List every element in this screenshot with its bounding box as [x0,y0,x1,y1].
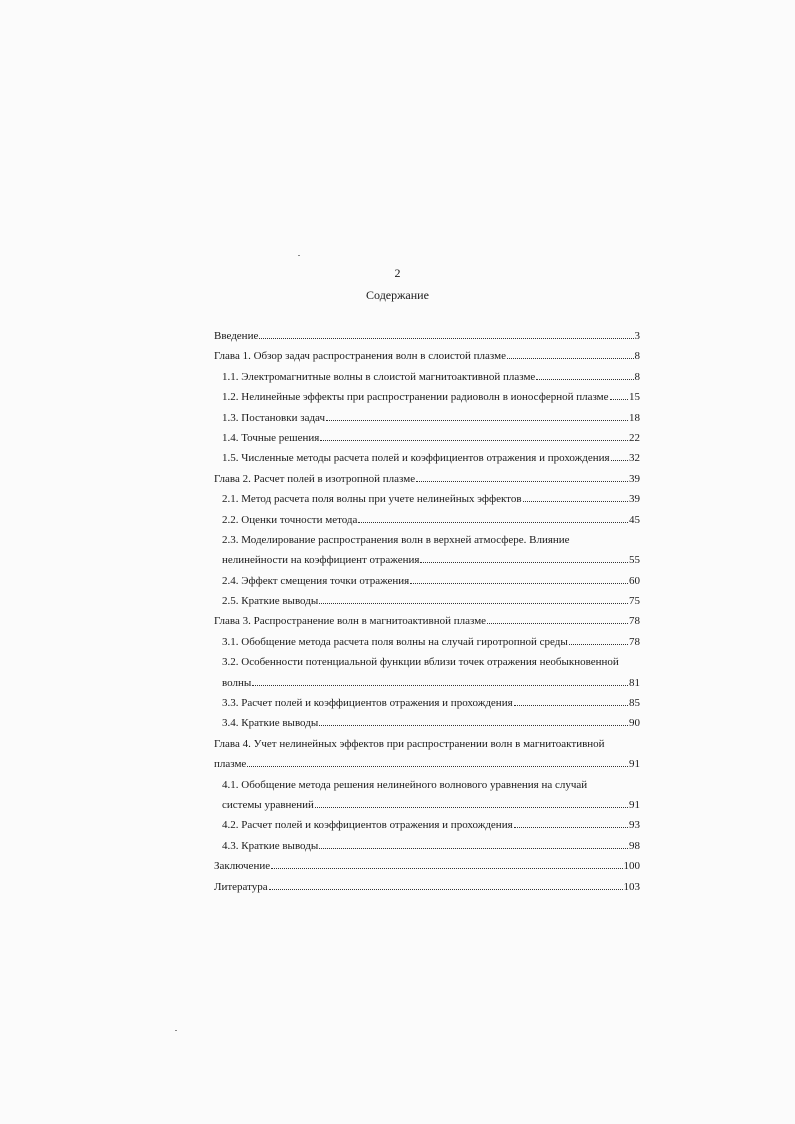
dot-leader [514,697,628,706]
toc-entry[interactable] [214,346,640,366]
page-title: Содержание [366,288,429,302]
toc-entry-page: 8 [634,370,640,383]
toc-entry-line: Глава 4. Учет нелинейных эффектов при распространении волн в магнитоактивной [214,737,605,750]
toc-entry-page: 85 [629,697,640,710]
toc-entry-title: 4.2. Расчет полей и коэффициентов отражения и прохождения [222,819,513,832]
toc-entry-page: 22 [629,431,640,444]
dot-leader [416,473,628,482]
dot-leader [507,351,634,360]
toc-entry-title: 4.3. Краткие выводы [222,839,319,852]
dot-leader [252,677,628,686]
toc-entry[interactable] [214,795,640,815]
toc-entry-title: 3.3. Расчет полей и коэффициентов отражения и прохождения [222,697,513,710]
dot-leader [319,595,628,604]
toc-entry-title: 1.2. Нелинейные эффекты при распространении радиоволн в ионосферной плазме [222,391,609,404]
toc-entry-title: нелинейности на коэффициент отражения [222,554,420,567]
toc-entry-page: 55 [629,554,640,567]
toc-entry-page: 15 [629,391,640,404]
toc-entry-page: 90 [629,717,640,730]
toc-entry-page: 81 [629,676,640,689]
toc-entry-title: Введение [214,330,259,342]
dot-leader [523,493,628,502]
dot-leader [319,840,628,849]
toc-entry-line: 3.2. Особенности потенциальной функции вблизи точек отражения необыкновенной [222,656,619,669]
toc-entry[interactable] [214,469,640,489]
toc-entry[interactable] [214,571,640,591]
dot-leader [487,616,628,625]
toc-entry-page: 45 [629,513,640,526]
toc-entry[interactable] [214,489,640,509]
toc-entry[interactable] [214,550,640,570]
toc-entry-title: системы уравнений [222,798,314,811]
toc-entry-line: 4.1. Обобщение метода решения нелинейного волнового уравнения на случай [222,778,588,791]
dot-leader [259,330,633,339]
toc-entry-title: 3.1. Обобщение метода расчета поля волны на случай гиротропной среды [222,635,568,648]
dot-leader [611,453,628,462]
toc-entry-page: 93 [629,819,640,832]
toc-entry[interactable] [214,693,640,713]
dot-leader [315,799,628,808]
toc-entry[interactable] [214,510,640,530]
dot-leader [569,636,628,645]
toc-entry-title: Заключение [214,860,271,873]
toc-entry[interactable] [214,367,640,387]
toc-entry-page: 60 [629,574,640,587]
toc-entry-title: Литература [214,880,268,893]
toc-entry[interactable] [214,754,640,774]
toc-entry-page: 32 [629,452,640,465]
toc-entry-page: 103 [623,880,640,893]
toc-entry-page: 78 [629,635,640,648]
dot-leader [536,371,633,380]
toc-entry-title: 1.4. Точные решения [222,431,320,444]
dot-leader [319,718,628,727]
toc-entry[interactable] [214,387,640,407]
toc-entry[interactable] [214,836,640,856]
toc-entry[interactable] [214,877,640,897]
toc-entry-title: 1.1. Электромагнитные волны в слоистой магнитоактивной плазме [222,370,536,383]
dot-leader [247,759,628,768]
toc-entry-title: 3.4. Краткие выводы [222,717,319,730]
toc-entry-page: 8 [634,350,640,363]
toc-entry[interactable] [214,428,640,448]
dot-leader [358,514,628,523]
scan-speck [175,1030,177,1031]
toc-entry-page: 100 [623,860,640,873]
scan-speck [298,255,300,256]
toc-entry[interactable] [214,408,640,428]
toc-entry-title: 1.3. Постановки задач [222,411,326,424]
toc-entry[interactable] [214,815,640,835]
toc-entry-title: Глава 1. Обзор задач распространения волн в слоистой плазме [214,350,506,363]
toc-entry-page: 91 [629,758,640,771]
toc-entry-title: 2.1. Метод расчета поля волны при учете нелинейных эффектов [222,493,522,506]
toc-entry-title: 2.4. Эффект смещения точки отражения [222,574,410,587]
toc-entry[interactable] [214,591,640,611]
toc-entry-page: 78 [629,615,640,628]
toc-entry-page: 75 [629,595,640,608]
page-number: 2 [394,266,401,280]
toc-entry-page: 39 [629,472,640,485]
dot-leader [420,555,628,564]
toc-entry-title: 2.5. Краткие выводы [222,595,319,608]
toc-entry[interactable] [214,326,640,346]
toc-entry-page: 91 [629,798,640,811]
toc-entry-page: 98 [629,839,640,852]
toc-entry[interactable] [214,448,640,468]
toc-entry-title: Глава 2. Расчет полей в изотропной плазме [214,472,416,485]
dot-leader [271,860,622,869]
toc-entry-title: Глава 3. Распространение волн в магнитоактивной плазме [214,615,487,628]
toc-entry[interactable] [214,713,640,733]
dot-leader [610,391,628,400]
toc-entry-page: 3 [634,330,640,342]
table-of-contents [214,326,640,897]
toc-entry-title: плазме [214,758,247,771]
dot-leader [514,820,628,829]
dot-leader [320,432,628,441]
toc-entry-line: 2.3. Моделирование распространения волн в верхней атмосфере. Влияние [222,533,570,546]
toc-entry-title: 1.5. Численные методы расчета полей и коэффициентов отражения и прохождения [222,452,610,465]
toc-entry-page: 39 [629,493,640,506]
dot-leader [269,881,623,890]
dot-leader [410,575,628,584]
toc-entry[interactable] [214,673,640,693]
toc-entry[interactable] [214,632,640,652]
toc-entry-title: 2.2. Оценки точности метода [222,513,358,526]
toc-entry[interactable] [214,856,640,876]
dot-leader [326,412,628,421]
toc-entry-title: волны [222,676,252,689]
toc-entry[interactable] [214,611,640,631]
toc-entry-page: 18 [629,411,640,424]
